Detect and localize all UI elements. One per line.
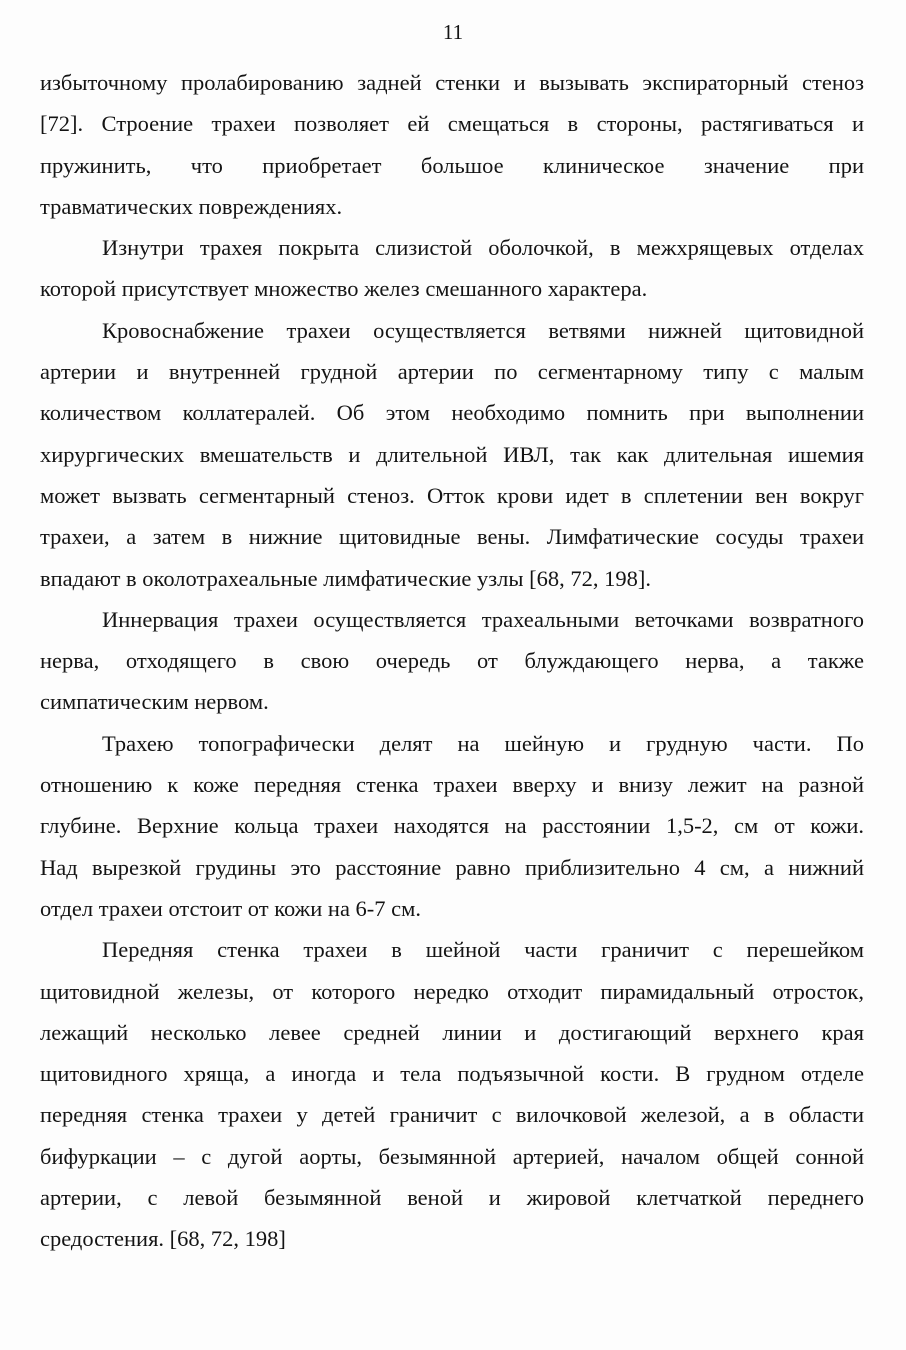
- paragraph-6: [40, 929, 864, 1259]
- text-line: отношению к коже передняя стенка трахеи вверху и внизу лежит на разной: [40, 772, 864, 798]
- text-line: Передняя стенка трахеи в шейной части граничит с перешейком: [102, 937, 864, 963]
- text-line: хирургических вмешательств и длительной ИВЛ, так как длительная ишемия: [40, 441, 864, 467]
- paragraph-3: [40, 310, 864, 599]
- text-line: трахеи, а затем в нижние щитовидные вены. Лимфатические сосуды трахеи: [40, 524, 864, 550]
- text-line: впадают в околотрахеальные лимфатические узлы [68, 72, 198].: [40, 565, 651, 591]
- text-line: Над вырезкой грудины это расстояние равно приблизительно 4 см, а нижний: [40, 854, 864, 880]
- text-line: количеством коллатералей. Об этом необходимо помнить при выполнении: [40, 400, 864, 426]
- text-line: бифуркации – с дугой аорты, безымянной артерией, началом общей сонной: [40, 1143, 864, 1169]
- text-line: может вызвать сегментарный стеноз. Отток крови идет в сплетении вен вокруг: [40, 482, 864, 508]
- text-line: глубине. Верхние кольца трахеи находятся на расстоянии 1,5-2, см от кожи.: [40, 813, 864, 839]
- paragraph-4: [40, 599, 864, 723]
- text-line: передняя стенка трахеи у детей граничит с вилочковой железой, а в области: [40, 1102, 864, 1128]
- document-body: [40, 62, 864, 1260]
- paragraph-2: [40, 227, 864, 310]
- text-line: щитовидного хряща, а иногда и тела подъязычной кости. В грудном отделе: [40, 1061, 864, 1087]
- text-line: лежащий несколько левее средней линии и достигающий верхнего края: [40, 1019, 864, 1045]
- text-line: которой присутствует множество желез смешанного характера.: [40, 276, 648, 302]
- text-line: артерии, с левой безымянной веной и жировой клетчаткой переднего: [40, 1185, 864, 1211]
- text-line: избыточному пролабированию задней стенки и вызывать экспираторный стеноз: [40, 70, 864, 95]
- text-line: пружинить, что приобретает большое клиническое значение при: [40, 152, 864, 178]
- text-line: артерии и внутренней грудной артерии по сегментарному типу с малым: [40, 359, 864, 385]
- paragraph-5: [40, 723, 864, 929]
- text-line: щитовидной железы, от которого нередко отходит пирамидальный отросток,: [40, 978, 864, 1004]
- text-line: средостения. [68, 72, 198]: [40, 1226, 286, 1252]
- text-line: Иннервация трахеи осуществляется трахеальными веточками возвратного: [102, 606, 864, 632]
- paragraph-1: [40, 62, 864, 227]
- text-line: травматических повреждениях.: [40, 193, 343, 219]
- text-line: отдел трахеи отстоит от кожи на 6-7 см.: [40, 895, 422, 921]
- page-number: 11: [442, 20, 464, 44]
- text-line: Трахею топографически делят на шейную и грудную части. По: [102, 730, 864, 756]
- text-line: Изнутри трахея покрыта слизистой оболочкой, в межхрящевых отделах: [102, 235, 864, 261]
- text-line: нерва, отходящего в свою очередь от блуждающего нерва, а также: [40, 648, 864, 674]
- text-line: симпатическим нервом.: [40, 689, 269, 715]
- text-line: [72]. Строение трахеи позволяет ей смещаться в стороны, растягиваться и: [40, 111, 864, 137]
- text-line: Кровоснабжение трахеи осуществляется ветвями нижней щитовидной: [102, 317, 864, 343]
